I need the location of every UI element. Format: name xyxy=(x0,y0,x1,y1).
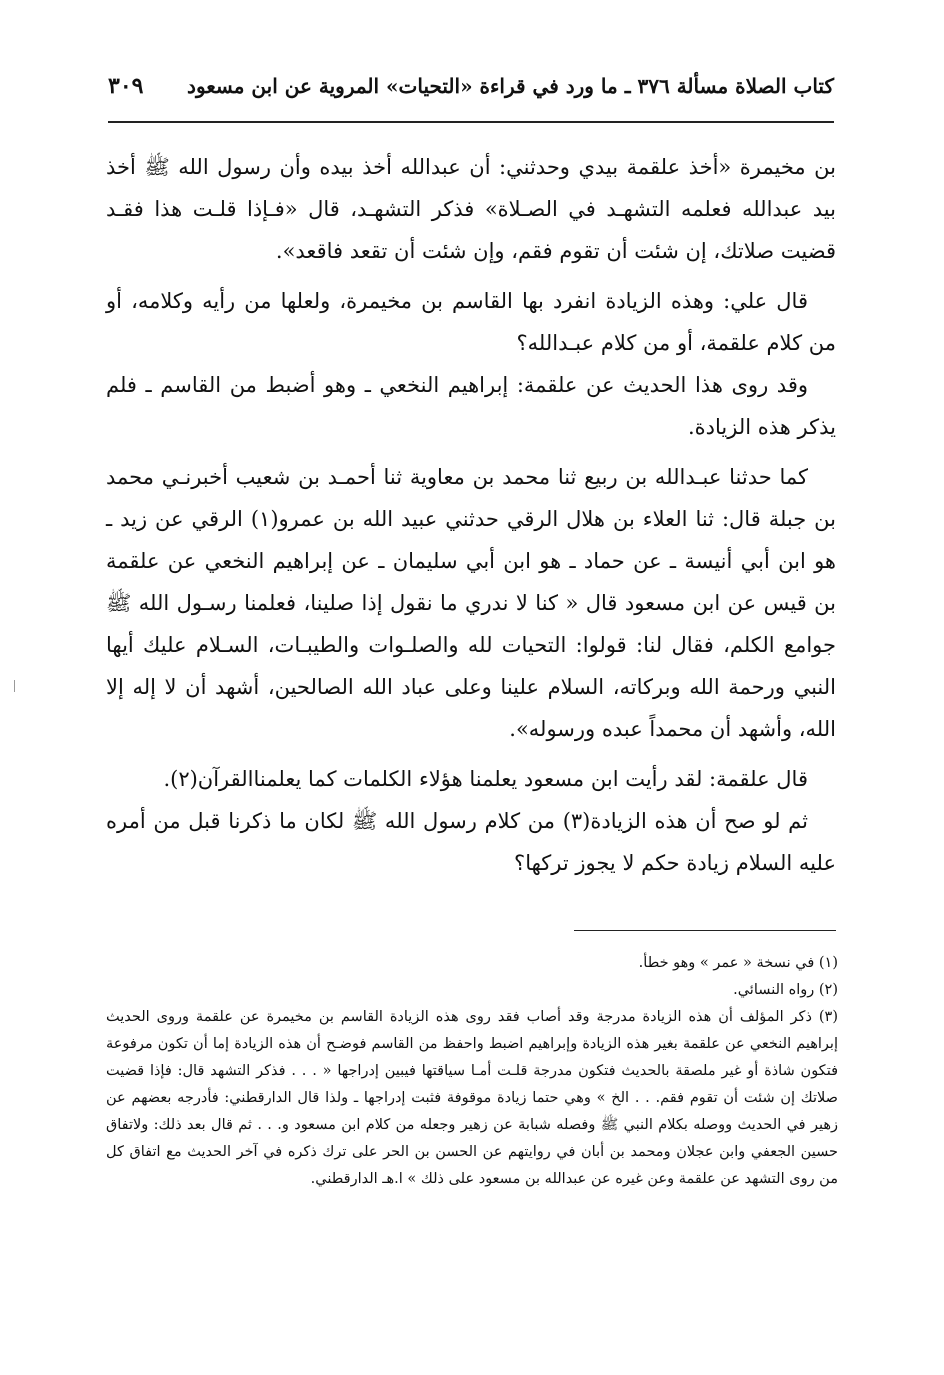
page-number: ٣٠٩ xyxy=(108,73,144,99)
header-title: كتاب الصلاة مسألة ٣٧٦ ـ ما ورد في قراءة «التحيات» المروية عن ابن مسعود xyxy=(187,74,834,98)
paragraph: ثم لو صح أن هذه الزيادة(٣) من كلام رسول الله ﷺ لكان ما ذكرنا قبل من أمره عليه السلام زيادة حكم لا يجوز تركها؟ xyxy=(106,809,836,875)
footnote: (١) في نسخة « عمر » وهو خطأ. xyxy=(638,955,838,971)
paragraph: وقد روى هذا الحديث عن علقمة: إبراهيم النخعي ـ وهو أضبط من القاسم ـ فلم يذكر هذه الزيادة. xyxy=(106,373,836,439)
footnote: (٢) رواه النسائي. xyxy=(733,982,838,998)
paragraph: بن مخيمرة «أخذ علقمة بيدي وحدثني: أن عبدالله أخذ بيده وأن رسول الله ﷺ أخذ بيد عبدالله فعلمه التشهـد في الصـلاة» فذكر التشهـد، قال «فـإذا قلـت هذا فقـد قضيت صلاتك، إن شئت أن تقوم فقم، وإن شئت أن تقعد فاقعد». xyxy=(106,155,836,263)
footnote-rule xyxy=(574,930,836,931)
running-header xyxy=(108,66,834,106)
header-rule xyxy=(108,121,834,123)
paragraph: قال علي: وهذه الزيادة انفرد بها القاسم بن مخيمرة، ولعلها من رأيه وكلامه، أو من كلام علقمة، أو من كلام عبـدالله؟ xyxy=(106,289,836,355)
footnotes xyxy=(106,950,838,1193)
paragraph: كما حدثنا عبـدالله بن ربيع ثنا محمد بن معاوية ثنا أحمـد بن شعيب أخبرنـي محمد بن جبلة قال: ثنا العلاء بن هلال الرقي حدثني عبيد الله بن عمرو(١) الرقي عن زيد ـ هو ابن أبي أنيسة ـ عن حماد ـ هو ابن أبي سليمان ـ عن إبراهيم النخعي عن علقمة بن قيس عن ابن مسعود قال « كنا لا ندري ما نقول إذا صلينا، فعلمنا رسـول الله ﷺ جوامع الكلم، فقال لنا: قولوا: التحيات لله والصلـوات والطيبـات، السـلام عليك أيها النبي ورحمة الله وبركاته، السلام علينا وعلى عباد الله الصالحين، أشهد أن لا إله إلا الله، وأشهد أن محمداً عبده ورسوله». xyxy=(106,465,837,741)
main-text xyxy=(106,146,836,892)
paragraph: قال علقمة: لقد رأيت ابن مسعود يعلمنا هؤلاء الكلمات كما يعلمناالقرآن(٢). xyxy=(163,767,808,791)
margin-mark xyxy=(14,680,15,692)
footnote: (٣) ذكر المؤلف أن هذه الزيادة مدرجة وقد أصاب فقد روى هذه الزيادة القاسم بن مخيمرة عن علقمة وروى الحديث إبراهيم النخعي عن علقمة بغير هذه الزيادة وإبراهيم اضبط واحفظ من القاسم فوضـح أن هذه الزيادة إما أن تكون مرفوعة فتكون شاذة أو غير ملصقة بالحديث فتكون مدرجة قلـت أمـا سياقتها فيبين إدراجها « . . . فذكر التشهد قال: فإذا قضيت صلاتك إن شئت أن تقوم فقم. . . الخ » وهي حتما زيادة موقوفة فثبت إدراجها ـ ولذا قال الدارقطني: فأدرجه بعضهم عن زهير في الحديث ووصله بكلام النبي ﷺ وفصله شبابة عن زهير وجعله من كلام ابن مسعود و. . . ثم قال بعد ذلك: ولاتفاق حسين الجعفي وابن عجلان ومحمد بن أبان في روايتهم عن الحسن بن الحر على ترك ذكره في آخر الحديث مع اتفاق كل من روى التشهد عن علقمة وعن غيره عن عبدالله بن مسعود على ذلك » ا.هـ الدارقطني. xyxy=(106,1009,839,1187)
